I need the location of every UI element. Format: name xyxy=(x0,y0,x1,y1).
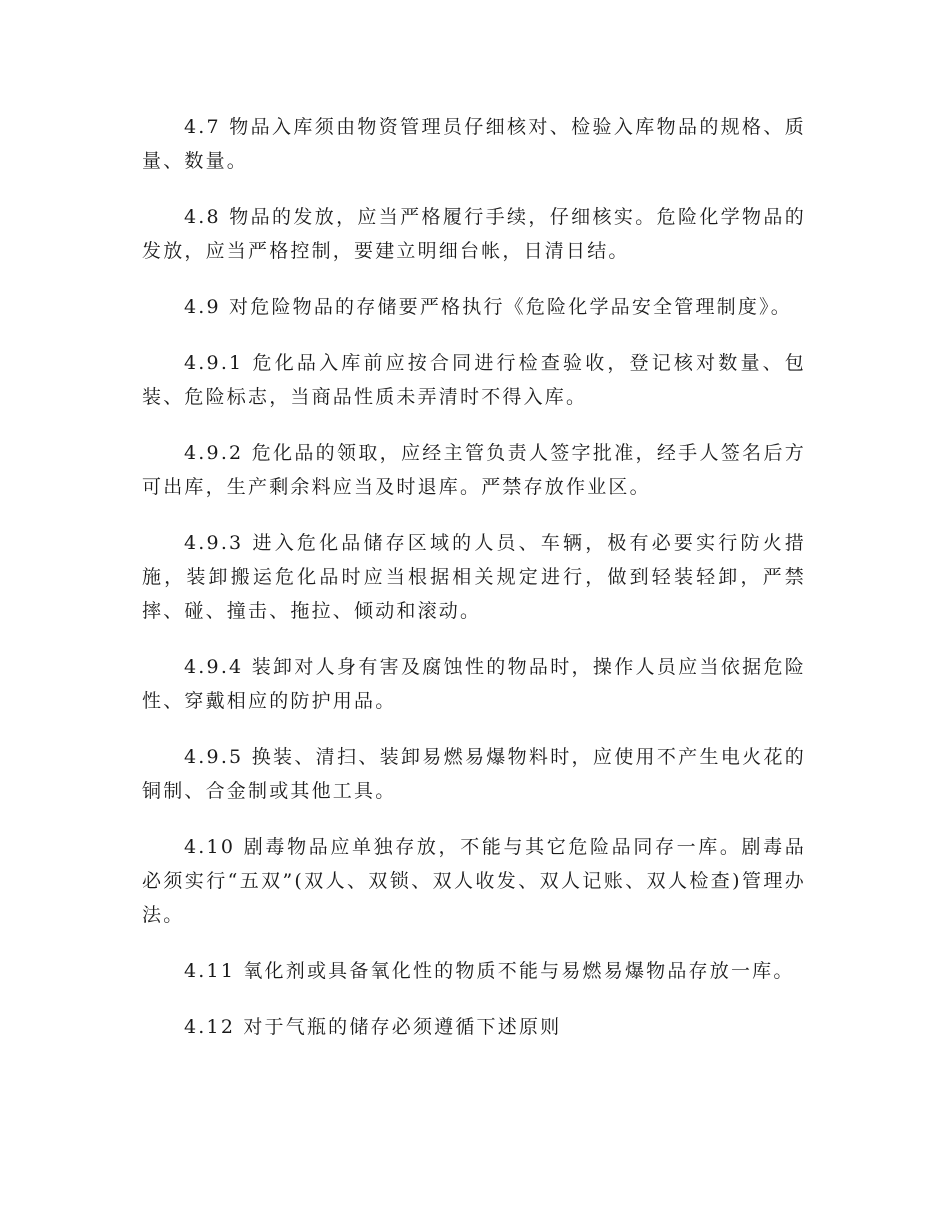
paragraph-4-10: 4.10 剧毒物品应单独存放，不能与其它危险品同存一库。剧毒品必须实行“五双”(双人、双锁、双人收发、双人记账、双人检查)管理办法。 xyxy=(142,836,806,926)
document-body xyxy=(142,110,806,1066)
paragraph-4-9-4: 4.9.4 装卸对人身有害及腐蚀性的物品时，操作人员应当依据危险性、穿戴相应的防护用品。 xyxy=(142,656,806,712)
paragraph-4-12: 4.12 对于气瓶的储存必须遵循下述原则 xyxy=(184,1016,562,1038)
paragraph-4-8: 4.8 物品的发放，应当严格履行手续，仔细核实。危险化学物品的发放，应当严格控制，要建立明细台帐，日清日结。 xyxy=(142,206,806,262)
paragraph-4-9-5: 4.9.5 换装、清扫、装卸易燃易爆物料时，应使用不产生电火花的铜制、合金制或其他工具。 xyxy=(142,746,806,802)
paragraph-4-9-1: 4.9.1 危化品入库前应按合同进行检查验收，登记核对数量、包装、危险标志，当商品性质未弄清时不得入库。 xyxy=(142,352,806,408)
paragraph-4-7: 4.7 物品入库须由物资管理员仔细核对、检验入库物品的规格、质量、数量。 xyxy=(142,116,806,172)
paragraph-4-11: 4.11 氧化剂或具备氧化性的物质不能与易燃易爆物品存放一库。 xyxy=(184,960,795,982)
paragraph-4-9: 4.9 对危险物品的存储要严格执行《危险化学品安全管理制度》。 xyxy=(184,296,792,318)
paragraph-4-9-2: 4.9.2 危化品的领取，应经主管负责人签字批准，经手人签名后方可出库，生产剩余料应当及时退库。严禁存放作业区。 xyxy=(142,442,806,498)
paragraph-4-9-3: 4.9.3 进入危化品储存区域的人员、车辆，极有必要实行防火措施，装卸搬运危化品时应当根据相关规定进行，做到轻装轻卸，严禁摔、碰、撞击、拖拉、倾动和滚动。 xyxy=(142,532,806,622)
